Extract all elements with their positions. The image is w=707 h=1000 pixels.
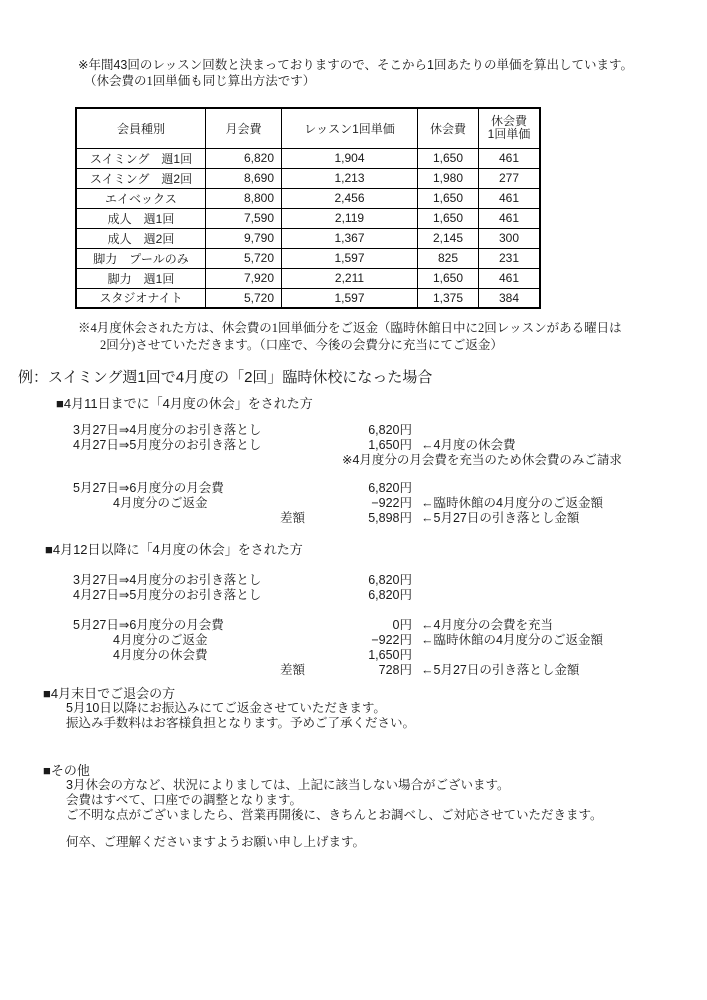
header-absence-fee: 休会費 — [418, 108, 479, 148]
lesson-unit-cell: 1,367 — [282, 228, 418, 248]
example-title: 例：スイミング週1回で4月度の「2回」臨時休校になった場合 — [18, 369, 433, 386]
withdrawal-body — [66, 701, 707, 731]
spacer — [73, 468, 707, 481]
header-lesson-unit: レッスン1回単価 — [282, 108, 418, 148]
after-april12-section — [0, 542, 707, 678]
absence-fee-cell: 1,980 — [418, 168, 479, 188]
calc-amount: 728円 — [378, 663, 412, 677]
absence-fee-cell: 1,375 — [418, 288, 479, 308]
absence-unit-cell: 231 — [479, 248, 541, 268]
calc-label: 3月27日⇒4月度分のお引き落とし — [73, 423, 262, 437]
absence-unit-cell: 277 — [479, 168, 541, 188]
absence-fee-cell: 825 — [418, 248, 479, 268]
calc-note — [412, 588, 421, 603]
calc-amount: −922円 — [371, 496, 412, 510]
other-line1: 3月休会の方など、状況によりましては、上記に該当しない場合がございます。 — [66, 778, 510, 792]
spacer — [66, 823, 707, 835]
monthly-fee-cell: 7,590 — [206, 208, 282, 228]
header-monthly-fee: 月会費 — [206, 108, 282, 148]
calc-label: 4月27日⇒5月度分のお引き落とし — [73, 438, 262, 452]
refund-policy-note — [78, 320, 622, 353]
monthly-fee-cell: 5,720 — [206, 248, 282, 268]
fee-table-header — [76, 108, 540, 148]
calc-note: ←臨時休館の4月度分のご返金額 — [421, 633, 603, 647]
header-absence-unit-line2: 1回単価 — [487, 127, 531, 142]
calc-sublabel — [280, 438, 345, 453]
calc-note: ←5月27日の引き落とし金額 — [421, 663, 580, 677]
calc-sublabel — [280, 618, 345, 633]
absence-fee-cell: 1,650 — [418, 188, 479, 208]
calc-amount: −922円 — [371, 633, 412, 647]
closing-line: 何卒、ご理解くださいますようお願い申し上げます。 — [66, 835, 366, 849]
monthly-fee-cell: 6,820 — [206, 148, 282, 168]
absence-fee-cell: 1,650 — [418, 208, 479, 228]
calc-sublabel: 差額 — [280, 663, 306, 677]
calc-amount: 0円 — [392, 618, 412, 632]
calc-sublabel — [280, 588, 345, 603]
calc-row — [73, 423, 707, 438]
withdrawal-section — [0, 686, 707, 731]
before-april11-heading: ■4月11日までに「4月度の休会」をされた方 — [56, 396, 313, 411]
calc-row — [73, 573, 707, 588]
calc-amount: 6,820円 — [368, 423, 412, 437]
calc-note: ←4月度の休会費 — [421, 438, 516, 452]
header-absence-unit-line1: 休会費 — [490, 114, 527, 129]
absence-unit-cell: 461 — [479, 188, 541, 208]
monthly-fee-cell: 8,690 — [206, 168, 282, 188]
fee-row — [76, 288, 540, 308]
member-type-cell: スイミング 週2回 — [76, 168, 206, 188]
calc-row — [73, 496, 707, 511]
fee-table-header-row — [76, 108, 540, 148]
refund-policy-note-line1: ※4月度休会された方は、休会費の1回単価分をご返金（臨時休館日中に2回レッスンがある曜日は — [78, 321, 622, 335]
absence-unit-cell: 300 — [479, 228, 541, 248]
member-type-cell: 成人 週2回 — [76, 228, 206, 248]
calc-label — [73, 511, 280, 526]
header-absence-unit — [479, 108, 541, 148]
calc-row — [73, 438, 707, 453]
lesson-unit-cell: 2,119 — [282, 208, 418, 228]
calc-sublabel — [280, 423, 345, 438]
calc-note — [412, 648, 421, 663]
fee-row — [76, 208, 540, 228]
annual-lesson-note — [78, 57, 633, 89]
fee-row — [76, 168, 540, 188]
calc-note: ←臨時休館の4月度分のご返金額 — [421, 496, 603, 510]
fee-row — [76, 268, 540, 288]
lesson-unit-cell: 2,456 — [282, 188, 418, 208]
spacer — [73, 603, 707, 618]
member-type-cell: エイベックス — [76, 188, 206, 208]
calc-label — [73, 663, 280, 678]
member-type-cell: 脚力 プールのみ — [76, 248, 206, 268]
fee-row — [76, 228, 540, 248]
calc-sublabel — [280, 633, 345, 648]
calc-row — [73, 481, 707, 496]
other-line3: ご不明な点がございましたら、営業再開後に、きちんとお調べし、ご対応させていただきます。 — [66, 808, 603, 822]
annual-lesson-note-line2: （休会費の1回単価も同じ算出方法です） — [84, 74, 316, 88]
member-type-cell: 脚力 週1回 — [76, 268, 206, 288]
fee-row — [76, 248, 540, 268]
other-body — [66, 778, 707, 850]
calc-label: 5月27日⇒6月度分の月会費 — [73, 481, 224, 495]
before-april11-rows — [73, 423, 707, 526]
after-april12-heading: ■4月12日以降に「4月度の休会」をされた方 — [45, 542, 303, 557]
monthly-fee-cell: 9,790 — [206, 228, 282, 248]
monthly-fee-cell: 8,800 — [206, 188, 282, 208]
calc-amount: 1,650円 — [368, 438, 412, 452]
calc-sublabel — [280, 496, 345, 511]
withdrawal-line1: 5月10日以降にお振込みにてご返金させていただきます。 — [66, 701, 386, 715]
fee-row — [76, 148, 540, 168]
refund-policy-note-line2: 2回分)させていただきます。（口座で、今後の会費分に充当にてご返金） — [100, 337, 503, 352]
header-member-type: 会員種別 — [76, 108, 206, 148]
absence-unit-cell: 384 — [479, 288, 541, 308]
calc-amount: 6,820円 — [368, 588, 412, 602]
calc-sublabel — [280, 481, 345, 496]
calc-label: 4月度分の休会費 — [113, 648, 208, 662]
withdrawal-heading: ■4月末日でご退会の方 — [43, 686, 176, 701]
lesson-unit-cell: 1,904 — [282, 148, 418, 168]
calc-row — [73, 588, 707, 603]
calc-row — [73, 511, 707, 526]
calc-label: 4月度分のご返金 — [113, 496, 208, 510]
absence-unit-cell: 461 — [479, 268, 541, 288]
lesson-unit-cell: 1,213 — [282, 168, 418, 188]
lesson-unit-cell: 2,211 — [282, 268, 418, 288]
member-type-cell: 成人 週1回 — [76, 208, 206, 228]
fee-table-body — [76, 148, 540, 308]
other-heading: ■その他 — [43, 763, 90, 778]
absence-unit-cell: 461 — [479, 208, 541, 228]
calc-row — [73, 648, 707, 663]
lesson-unit-cell: 1,597 — [282, 288, 418, 308]
calc-label: 3月27日⇒4月度分のお引き落とし — [73, 573, 262, 587]
calc-note — [412, 481, 421, 496]
charge-only-note: ※4月度分の月会費を充当のため休会費のみご請求 — [342, 453, 622, 467]
calc-label: 5月27日⇒6月度分の月会費 — [73, 618, 224, 632]
after-april12-rows — [73, 573, 707, 678]
monthly-fee-cell: 7,920 — [206, 268, 282, 288]
calc-note: ←4月度分の会費を充当 — [421, 618, 553, 632]
absence-unit-cell: 461 — [479, 148, 541, 168]
calc-amount: 5,898円 — [368, 511, 412, 525]
monthly-fee-cell: 5,720 — [206, 288, 282, 308]
calc-sublabel: 差額 — [280, 511, 306, 525]
calc-row — [73, 663, 707, 678]
member-type-cell: スタジオナイト — [76, 288, 206, 308]
absence-fee-cell: 1,650 — [418, 148, 479, 168]
before-april11-section — [0, 396, 707, 526]
calc-sublabel — [280, 573, 345, 588]
calc-amount: 6,820円 — [368, 573, 412, 587]
calc-amount: 1,650円 — [368, 648, 412, 662]
withdrawal-line2: 振込み手数料はお客様負担となります。予めご了承ください。 — [66, 716, 416, 730]
member-type-cell: スイミング 週1回 — [76, 148, 206, 168]
calc-row — [73, 633, 707, 648]
absence-fee-cell: 1,650 — [418, 268, 479, 288]
calc-row — [73, 618, 707, 633]
calc-sublabel — [280, 648, 345, 663]
annual-lesson-note-line1: ※年間43回のレッスン回数と決まっておりますので、そこから1回あたりの単価を算出しています。 — [78, 58, 633, 72]
lesson-unit-cell: 1,597 — [282, 248, 418, 268]
calc-note — [412, 423, 421, 438]
other-section — [0, 763, 707, 850]
calc-label: 4月度分のご返金 — [113, 633, 208, 647]
calc-amount: 6,820円 — [368, 481, 412, 495]
absence-fee-cell: 2,145 — [418, 228, 479, 248]
calc-label: 4月27日⇒5月度分のお引き落とし — [73, 588, 262, 602]
other-line2: 会費はすべて、口座での調整となります。 — [66, 793, 303, 807]
fee-row — [76, 188, 540, 208]
fee-table — [75, 107, 541, 309]
calc-note — [412, 573, 421, 588]
calc-note: ←5月27日の引き落とし金額 — [421, 511, 580, 525]
